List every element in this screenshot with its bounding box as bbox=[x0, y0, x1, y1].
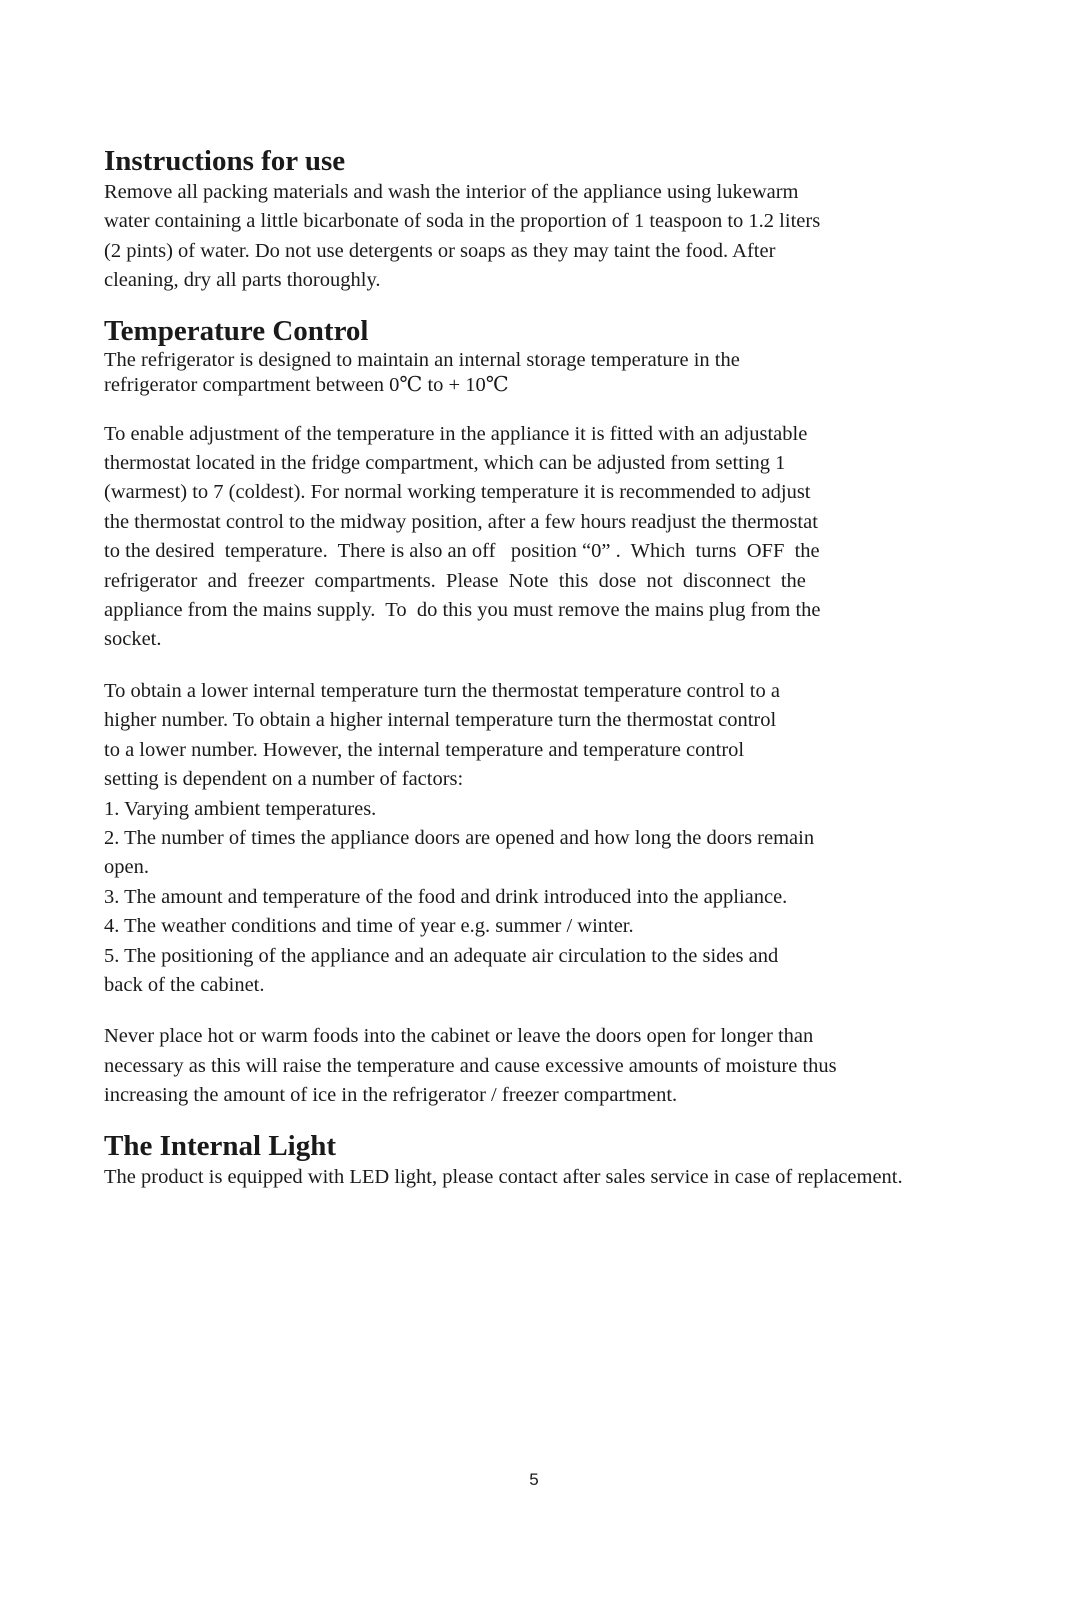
text-line: (warmest) to 7 (coldest). For normal working temperature it is recommended to adjust bbox=[104, 481, 811, 504]
section-instructions-for-use bbox=[104, 144, 1004, 296]
section-temperature-control bbox=[104, 314, 1004, 1111]
page-content bbox=[104, 140, 1004, 1192]
text-line: The product is equipped with LED light, please contact after sales service in case of replacement. bbox=[104, 1165, 903, 1188]
text-line: To obtain a lower internal temperature turn the thermostat temperature control to a bbox=[104, 679, 780, 702]
text-line: to a lower number. However, the internal temperature and temperature control bbox=[104, 738, 745, 761]
list-item: 5. The positioning of the appliance and an adequate air circulation to the sides and bbox=[104, 944, 779, 967]
list-item: 4. The weather conditions and time of year e.g. summer / winter. bbox=[104, 915, 634, 938]
list-item: 1. Varying ambient temperatures. bbox=[104, 797, 377, 820]
text-line: refrigerator compartment between 0℃ to + 10℃ bbox=[104, 373, 509, 396]
instructions-paragraph bbox=[104, 178, 1004, 296]
text-line: higher number. To obtain a higher internal temperature turn the thermostat control bbox=[104, 709, 777, 732]
heading-internal-light: The Internal Light bbox=[104, 1129, 337, 1162]
text-line: necessary as this will raise the temperature and cause excessive amounts of moisture thus bbox=[104, 1054, 837, 1077]
temperature-intro-paragraph bbox=[104, 348, 1004, 398]
text-line: setting is dependent on a number of factors: bbox=[104, 768, 464, 791]
temperature-factors-paragraph bbox=[104, 677, 1004, 1000]
text-line: Never place hot or warm foods into the cabinet or leave the doors open for longer than bbox=[104, 1025, 814, 1048]
heading-instructions-for-use: Instructions for use bbox=[104, 145, 346, 177]
text-line: The refrigerator is designed to maintain an internal storage temperature in the bbox=[104, 348, 740, 371]
text-line: cleaning, dry all parts thoroughly. bbox=[104, 269, 381, 292]
text-line: (2 pints) of water. Do not use detergents or soaps as they may taint the food. After bbox=[104, 239, 776, 262]
list-item-continuation: back of the cabinet. bbox=[104, 973, 265, 996]
section-internal-light bbox=[104, 1129, 1004, 1192]
text-line: increasing the amount of ice in the refrigerator / freezer compartment. bbox=[104, 1084, 678, 1107]
text-line: thermostat located in the fridge compartment, which can be adjusted from setting 1 bbox=[104, 452, 786, 475]
text-line: socket. bbox=[104, 628, 162, 651]
list-item: 2. The number of times the appliance doors are opened and how long the doors remain bbox=[104, 826, 815, 849]
text-line: Remove all packing materials and wash the interior of the appliance using lukewarm bbox=[104, 181, 799, 203]
thermostat-adjustment-paragraph bbox=[104, 420, 1004, 655]
heading-temperature-control: Temperature Control bbox=[104, 314, 369, 347]
text-line: the thermostat control to the midway position, after a few hours readjust the thermostat bbox=[104, 510, 818, 533]
page-number: 5 bbox=[529, 1470, 539, 1489]
text-line: appliance from the mains supply. To do this you must remove the mains plug from the bbox=[104, 599, 821, 622]
text-line: water containing a little bicarbonate of soda in the proportion of 1 teaspoon to 1.2 liters bbox=[104, 210, 821, 233]
text-line: To enable adjustment of the temperature in the appliance it is fitted with an adjustable bbox=[104, 422, 808, 445]
text-line: refrigerator and freezer compartments. Please Note this dose not disconnect the bbox=[104, 569, 806, 592]
list-item-continuation: open. bbox=[104, 856, 149, 879]
warm-food-warning-paragraph bbox=[104, 1022, 1004, 1110]
list-item: 3. The amount and temperature of the food and drink introduced into the appliance. bbox=[104, 885, 788, 908]
internal-light-paragraph bbox=[104, 1163, 1004, 1192]
text-line: to the desired temperature. There is also an off position “0” . Which turns OFF the bbox=[104, 540, 820, 563]
